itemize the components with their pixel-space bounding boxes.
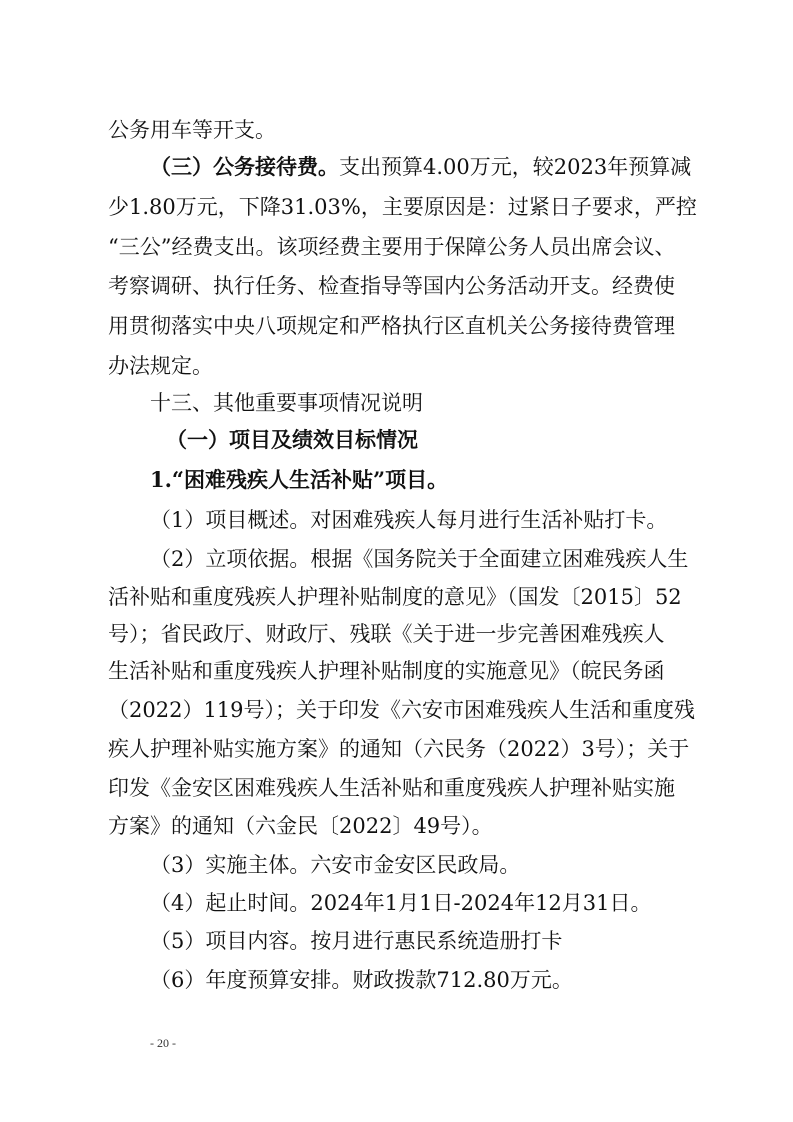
paragraph-line: 号）；省民政厅、财政厅、残联《关于进一步完善困难残疾人 <box>108 622 665 646</box>
paragraph-line: 办法规定。 <box>108 354 213 378</box>
paragraph-line: 少1.80万元，下降31.03%，主要原因是：过紧日子要求，严控 <box>108 195 697 219</box>
paragraph-line: “三公”经费支出。该项经费主要用于保障公务人员出席会议、 <box>108 235 676 259</box>
paragraph-line: 公务用车等开支。 <box>108 118 276 142</box>
paragraph-line: 疾人护理补贴实施方案》的通知（六民务（2022）3号）；关于 <box>108 737 690 761</box>
project-title: 1.“困难残疾人生活补贴”项目。 <box>150 467 449 492</box>
page-number: - 20 - <box>150 1036 176 1050</box>
section-heading: （三）公务接待费。 <box>150 154 339 179</box>
paragraph-line: 生活补贴和重度残疾人护理补贴制度的实施意见》（皖民务函 <box>108 659 665 683</box>
paragraph-line: 考察调研、执行任务、检查指导等国内公务活动开支。经费使 <box>108 274 675 298</box>
paragraph-line: 印发《金安区困难残疾人生活补贴和重度残疾人护理补贴实施 <box>108 776 675 800</box>
paragraph-line: （2）立项依据。根据《国务院关于全面建立困难残疾人生 <box>150 547 689 571</box>
paragraph-line: （2022）119号）；关于印发《六安市困难残疾人生活和重度残 <box>108 698 696 722</box>
paragraph-line: （3）实施主体。六安市金安区民政局。 <box>150 853 521 877</box>
section-title: 十三、其他重要事项情况说明 <box>150 391 423 415</box>
paragraph-text: 支出预算4.00万元，较2023年预算减 <box>339 155 692 179</box>
paragraph-line <box>150 147 691 187</box>
paragraph-line: （5）项目内容。按月进行惠民系统造册打卡 <box>150 929 563 953</box>
paragraph-line: （4）起止时间。2024年1月1日-2024年12月31日。 <box>150 891 652 915</box>
paragraph-line: （1）项目概述。对困难残疾人每月进行生活补贴打卡。 <box>150 508 668 532</box>
paragraph-line: 活补贴和重度残疾人护理补贴制度的意见》（国发〔2015〕52 <box>108 585 682 609</box>
subsection-title: （一）项目及绩效目标情况 <box>166 427 418 452</box>
paragraph-line: 用贯彻落实中央八项规定和严格执行区直机关公务接待费管理 <box>108 314 675 338</box>
paragraph-line: （6）年度预算安排。财政拨款712.80万元。 <box>150 968 573 992</box>
paragraph-line: 方案》的通知（六金民〔2022〕49号）。 <box>108 814 493 838</box>
